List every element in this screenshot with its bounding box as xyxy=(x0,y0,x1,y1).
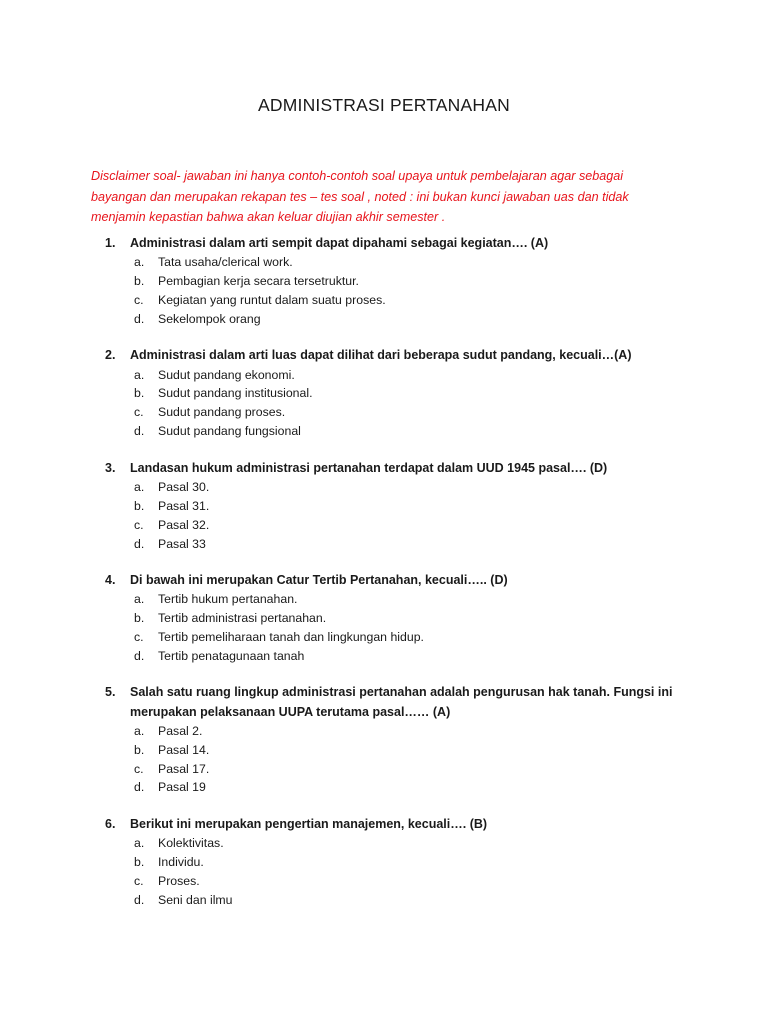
option-letter: b. xyxy=(134,742,145,757)
option-letter: c. xyxy=(134,761,144,776)
option-letter: c. xyxy=(134,873,144,888)
option-list xyxy=(0,834,768,910)
question-number: 6. xyxy=(105,816,116,831)
option-text: Seni dan ilmu xyxy=(158,892,233,907)
option-text: Pasal 19 xyxy=(158,780,206,795)
answer-option xyxy=(0,310,768,329)
option-letter: c. xyxy=(134,293,144,308)
question-prompt: Salah satu ruang lingkup administrasi pertanahan adalah pengurusan hak tanah. Fungsi ini merupakan pelaksanaan UUPA terutama pasal…… (A) xyxy=(130,685,673,719)
answer-option xyxy=(0,253,768,272)
option-text: Pasal 32. xyxy=(158,517,210,532)
question-number: 2. xyxy=(105,348,116,363)
option-text: Pasal 33 xyxy=(158,536,206,551)
answer-option xyxy=(0,535,768,554)
option-text: Sudut pandang institusional. xyxy=(158,386,313,401)
answer-option xyxy=(0,272,768,291)
question-item xyxy=(0,346,768,441)
answer-option xyxy=(0,384,768,403)
option-letter: a. xyxy=(134,592,145,607)
question-prompt: Administrasi dalam arti luas dapat dilihat dari beberapa sudut pandang, kecuali…(A) xyxy=(130,348,632,363)
option-letter: a. xyxy=(134,255,145,270)
answer-option xyxy=(0,422,768,441)
question-item xyxy=(0,571,768,666)
option-text: Sudut pandang proses. xyxy=(158,405,286,420)
option-list xyxy=(0,590,768,666)
answer-option xyxy=(0,891,768,910)
question-item xyxy=(0,459,768,554)
answer-option xyxy=(0,403,768,422)
option-text: Tertib pemeliharaan tanah dan lingkungan hidup. xyxy=(158,630,424,644)
question-number: 3. xyxy=(105,460,116,475)
option-letter: b. xyxy=(134,386,145,401)
question-prompt: Landasan hukum administrasi pertanahan terdapat dalam UUD 1945 pasal…. (D) xyxy=(130,460,608,475)
answer-option xyxy=(0,647,768,666)
option-letter: d. xyxy=(134,648,145,663)
answer-option xyxy=(0,590,768,609)
option-letter: d. xyxy=(134,311,145,326)
option-text: Tertib hukum pertanahan. xyxy=(158,592,298,607)
answer-option xyxy=(0,478,768,497)
question-item xyxy=(0,815,768,910)
option-letter: a. xyxy=(134,836,145,851)
option-text: Pembagian kerja secara tersetruktur. xyxy=(158,274,359,289)
option-list xyxy=(0,478,768,554)
answer-option xyxy=(0,741,768,760)
question-number: 1. xyxy=(105,236,116,250)
option-letter: b. xyxy=(134,611,145,626)
answer-option xyxy=(0,778,768,797)
option-text: Pasal 14. xyxy=(158,742,210,757)
option-text: Sekelompok orang xyxy=(158,311,261,326)
answer-option xyxy=(0,366,768,385)
option-text: Pasal 2. xyxy=(158,723,203,738)
question-item xyxy=(0,234,768,329)
option-text: Pasal 17. xyxy=(158,761,210,776)
answer-option xyxy=(0,516,768,535)
question-prompt: Berikut ini merupakan pengertian manajemen, kecuali…. (B) xyxy=(130,816,488,831)
option-text: Individu. xyxy=(158,854,204,869)
answer-option xyxy=(0,872,768,891)
option-text: Sudut pandang ekonomi. xyxy=(158,367,295,382)
disclaimer-text: Disclaimer soal- jawaban ini hanya contoh-contoh soal upaya untuk pembelajaran agar sebagai bayangan dan merupakan rekapan tes – tes soal , noted : ini bukan kunci jawaban uas dan tidak menjamin kepastian bahwa akan keluar diujian akhir semester . xyxy=(91,169,629,224)
answer-option xyxy=(0,722,768,741)
question-text xyxy=(0,234,768,253)
question-list xyxy=(0,234,768,927)
answer-option xyxy=(0,853,768,872)
answer-option xyxy=(0,834,768,853)
option-letter: d. xyxy=(134,892,145,907)
option-letter: b. xyxy=(134,498,145,513)
option-letter: c. xyxy=(134,405,144,420)
answer-option xyxy=(0,609,768,628)
option-text: Proses. xyxy=(158,873,200,888)
answer-option xyxy=(0,497,768,516)
question-text xyxy=(0,459,768,478)
option-list xyxy=(0,366,768,442)
option-letter: d. xyxy=(134,536,145,551)
option-text: Sudut pandang fungsional xyxy=(158,424,301,439)
option-letter: b. xyxy=(134,854,145,869)
option-text: Tertib penatagunaan tanah xyxy=(158,648,305,663)
option-letter: a. xyxy=(134,723,145,738)
answer-option xyxy=(0,291,768,310)
option-letter: d. xyxy=(134,780,145,795)
option-text: Kegiatan yang runtut dalam suatu proses. xyxy=(158,293,386,308)
option-list xyxy=(0,722,768,798)
option-letter: a. xyxy=(134,479,145,494)
option-letter: c. xyxy=(134,630,144,644)
question-number: 4. xyxy=(105,572,116,587)
question-prompt: Di bawah ini merupakan Catur Tertib Pertanahan, kecuali….. (D) xyxy=(130,572,508,587)
option-letter: b. xyxy=(134,274,145,289)
answer-option xyxy=(0,628,768,647)
question-text xyxy=(0,683,768,721)
question-prompt: Administrasi dalam arti sempit dapat dipahami sebagai kegiatan…. (A) xyxy=(130,236,549,250)
option-letter: c. xyxy=(134,517,144,532)
option-text: Pasal 30. xyxy=(158,479,210,494)
question-text xyxy=(0,815,768,834)
question-item xyxy=(0,683,768,797)
option-text: Tertib administrasi pertanahan. xyxy=(158,611,327,626)
document-title: ADMINISTRASI PERTANAHAN xyxy=(258,95,510,115)
answer-option xyxy=(0,760,768,779)
option-text: Tata usaha/clerical work. xyxy=(158,255,293,270)
question-text xyxy=(0,571,768,590)
option-letter: a. xyxy=(134,367,145,382)
option-text: Kolektivitas. xyxy=(158,836,224,851)
option-list xyxy=(0,253,768,329)
option-text: Pasal 31. xyxy=(158,498,210,513)
question-number: 5. xyxy=(105,685,116,700)
question-text xyxy=(0,346,768,365)
option-letter: d. xyxy=(134,424,145,439)
